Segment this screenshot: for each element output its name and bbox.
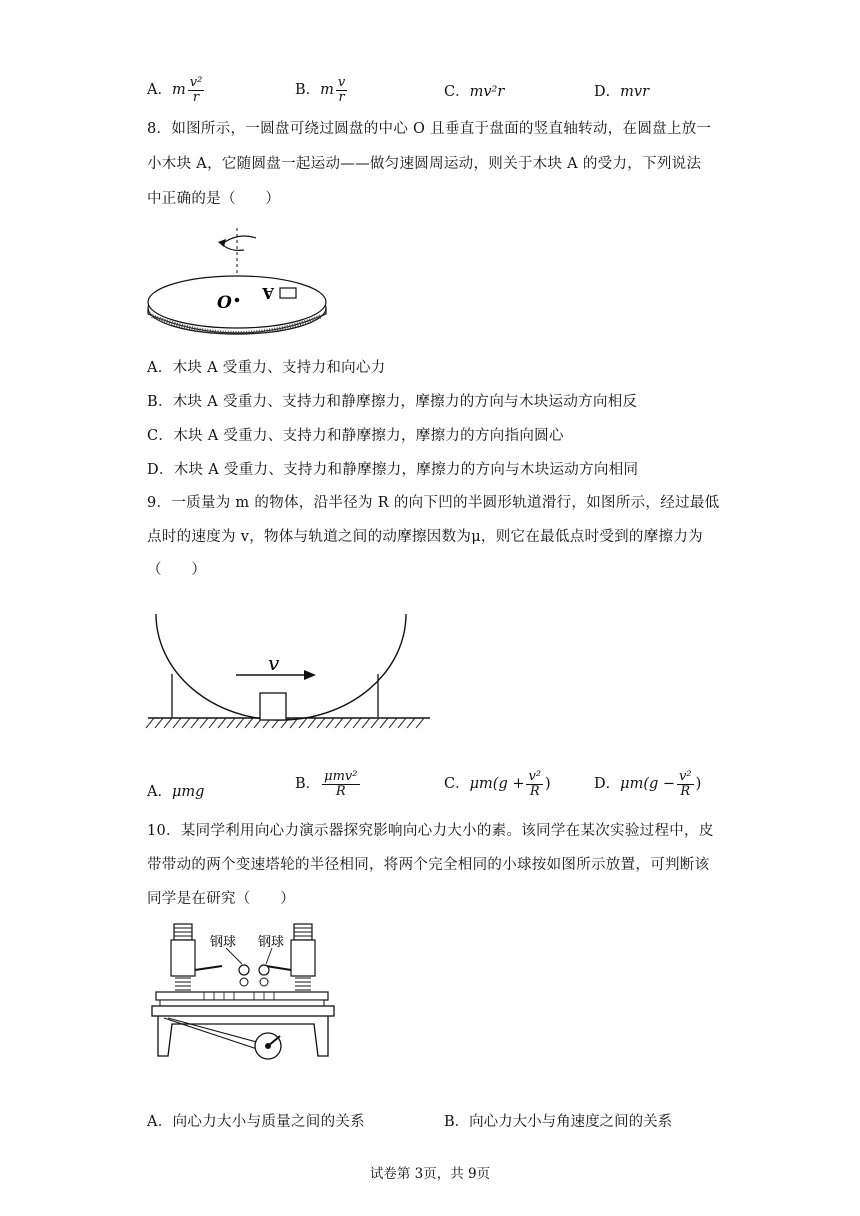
q9-option-d-pre: μm(g − [620,776,676,793]
q10-stem-line-2: 带带动的两个变速塔轮的半径相同，将两个完全相同的小球按如图所示放置，可判断该 [147,857,710,873]
q7-option-b-letter: B． [295,82,321,99]
q8-option-a: A．木块 A 受重力、支持力和向心力 [147,360,386,376]
center-label: O [217,293,232,313]
q9-option-c-post: ) [545,776,551,793]
q9-option-c [444,770,551,798]
q10-option-b: B．向心力大小与角速度之间的关系 [444,1114,673,1130]
q10-option-a: A．向心力大小与质量之间的关系 [147,1114,365,1130]
q7-option-a [147,76,206,104]
velocity-label: v [268,651,280,675]
q8-rotating-disk-figure [140,228,340,338]
q7-option-c [444,80,504,101]
q9-stem-line-3: （ ） [147,562,207,578]
sliding-block [260,693,286,720]
steel-ball-left [239,965,249,975]
ball-label-right: 钢球 [258,935,285,950]
q7-option-a-coef: m [171,82,186,99]
q8-option-c: C．木块 A 受重力、支持力和静摩擦力，摩擦力的方向指向圆心 [147,428,564,444]
center-point [235,298,240,303]
q9-option-d-post: ) [695,776,702,793]
q9-option-c-fraction: $\frac{\text{v²}}{R}$ [528,769,542,799]
q9-option-a-expr: μmg [171,784,205,800]
q7-option-a-fraction: $\frac{\text{v²}}{r}$ [189,75,203,105]
q7-option-c-letter: C． [444,84,470,100]
q9-option-d-letter: D． [594,776,621,793]
q7-option-c-expr: mv²r [469,84,505,100]
q9-option-d-fraction: $\frac{\text{v²}}{R}$ [679,769,692,799]
q9-stem-line-2: 点时的速度为 v，物体与轨道之间的动摩擦因数为μ，则它在最低点时受到的摩擦力为 [147,529,703,545]
block-a [280,288,296,298]
q10-stem-line-3: 同学是在研究（ ） [147,891,295,907]
q9-option-c-letter: C． [444,776,470,793]
q7-option-d-expr: mvr [620,84,650,100]
q9-option-b-letter: B． [295,776,321,793]
q8-stem-line-3: 中正确的是（ ） [147,191,281,207]
block-label: A [262,284,274,302]
q7-option-d-letter: D． [594,84,621,100]
q10-stem-line-1: 10．某同学利用向心力演示器探究影响向心力大小的素。该同学在某次实验过程中，皮 [147,823,714,839]
q10-centripetal-force-apparatus-figure [144,914,344,1064]
q9-option-c-pre: μm(g + [469,776,525,793]
q8-option-d: D．木块 A 受重力、支持力和静摩擦力，摩擦力的方向与木块运动方向相同 [147,462,639,478]
q8-option-b: B．木块 A 受重力、支持力和静摩擦力，摩擦力的方向与木块运动方向相反 [147,394,638,410]
q9-option-d [594,770,701,798]
ball-label-left: 钢球 [210,935,237,950]
q9-option-b [295,770,362,798]
q7-option-b-fraction: $\frac{v}{r}$ [337,75,346,105]
q8-stem-line-1: 8．如图所示，一圆盘可绕过圆盘的中心 O 且垂直于盘面的竖直轴转动，在圆盘上放一 [147,121,712,137]
apparatus-base [152,1006,334,1016]
q9-semicircular-track-figure [144,612,434,737]
q9-option-a-letter: A． [147,784,172,800]
rotation-arrow-icon [222,236,256,244]
q7-option-a-letter: A． [147,82,172,99]
q7-option-b-coef: m [320,82,334,99]
q9-option-a [147,780,204,801]
steel-ball-right [259,965,269,975]
q7-option-b [295,76,349,104]
q7-option-d [594,80,649,101]
page-footer: 试卷第 3页，共 9页 [369,1166,491,1182]
q8-stem-line-2: 小木块 A，它随圆盘一起运动——做匀速圆周运动，则关于木块 A 的受力，下列说法 [147,156,702,172]
q9-stem-line-1: 9．一质量为 m 的物体，沿半径为 R 的向下凹的半圆形轨道滑行，如图所示，经过最低 [147,495,720,511]
q9-option-b-fraction: $\frac{\text{μmv²}}{R}$ [324,769,358,799]
